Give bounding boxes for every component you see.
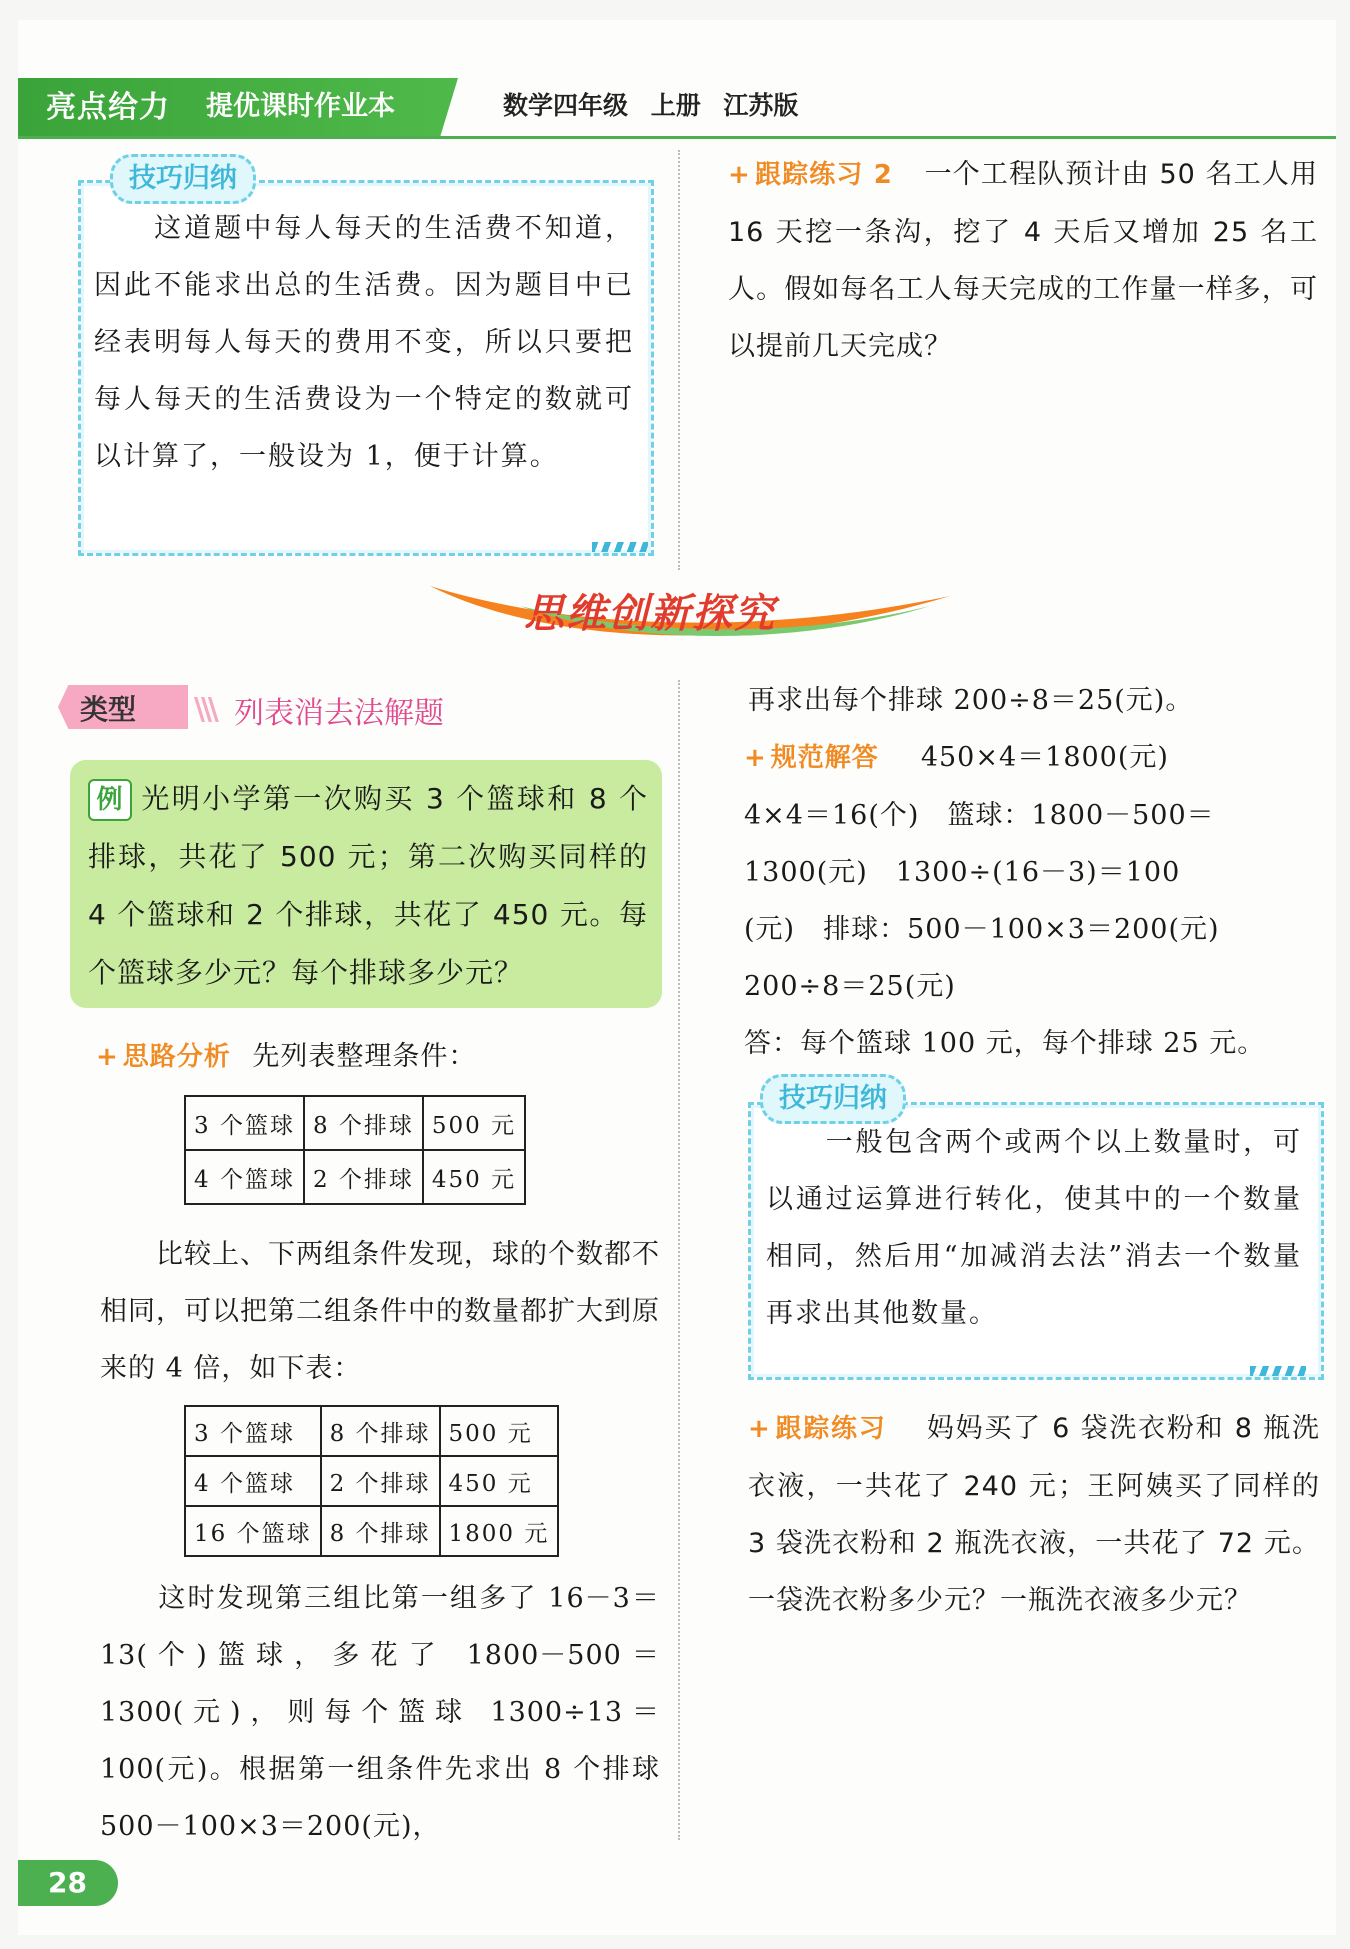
standard-answer — [744, 729, 1324, 1072]
answer-line-3: (元) 排球：500－100×3＝200(元) — [744, 914, 1220, 945]
analysis-para-3: 再求出每个排球 200÷8＝25(元)。 — [748, 685, 1194, 716]
track-practice-2-tag: + 跟踪练习 2 — [728, 160, 893, 190]
type-chip-label: 类型 — [80, 693, 137, 726]
brand-logo: 亮点给力 — [46, 90, 170, 125]
table-cell: 3 个篮球 — [185, 1096, 304, 1150]
table-cell: 4 个篮球 — [185, 1456, 321, 1506]
table-cell: 500 元 — [423, 1096, 525, 1150]
table-row — [185, 1150, 525, 1204]
condition-table-2 — [184, 1405, 559, 1557]
tip-badge-2: 技巧归纳 — [760, 1074, 906, 1124]
section-banner: 思维创新探究 — [524, 591, 776, 637]
table-row — [185, 1506, 558, 1556]
table-cell: 8 个排球 — [321, 1506, 440, 1556]
table-cell: 450 元 — [423, 1150, 525, 1204]
table-cell: 16 个篮球 — [185, 1506, 321, 1556]
type-title: 列表消去法解题 — [234, 696, 444, 731]
page-number: 28 — [18, 1860, 118, 1906]
analysis-para-1: 比较上、下两组条件发现，球的个数都不相同，可以把第二组条件中的数量都扩大到原来的 4 倍，如下表： — [100, 1239, 660, 1384]
tip-badge-1: 技巧归纳 — [110, 154, 256, 204]
table-row — [185, 1456, 558, 1506]
track-practice-tag: + 跟踪练习 — [748, 1414, 887, 1444]
book-info: 数学四年级 上册 江苏版 — [503, 91, 799, 120]
analysis-intro: 先列表整理条件： — [252, 1041, 477, 1072]
workbook-page — [18, 20, 1336, 1935]
track-practice-text: 妈妈买了 6 袋洗衣粉和 8 瓶洗衣液，一共花了 240 元；王阿姨买了同样的 3 袋洗衣粉和 2 瓶洗衣液，一共花了 72 元。一袋洗衣粉多少元？一瓶洗衣液多少元？ — [748, 1413, 1320, 1616]
table-cell: 2 个排球 — [304, 1150, 423, 1204]
header-rule — [18, 136, 1336, 139]
answer-line-0: + 规范解答 450×4＝1800(元) — [744, 742, 1169, 773]
table-cell: 3 个篮球 — [185, 1406, 321, 1456]
analysis-heading — [96, 1028, 676, 1086]
track-practice — [748, 1400, 1320, 1629]
answer-line-1: 4×4＝16(个) 篮球：1800－500＝ — [744, 800, 1215, 831]
table-row — [185, 1406, 558, 1456]
answer-line-4: 200÷8＝25(元) — [744, 971, 956, 1002]
example-text — [88, 770, 648, 1002]
type-slash-decoration: \\\ — [194, 692, 215, 727]
answer-tag: + 规范解答 — [744, 743, 879, 773]
example-question: 光明小学第一次购买 3 个篮球和 8 个排球，共花了 500 元；第二次购买同样的 4 个篮球和 2 个排球，共花了 450 元。每个篮球多少元？每个排球多少元？ — [88, 782, 648, 989]
tip-stripes-1 — [592, 542, 648, 552]
track-practice-2 — [728, 146, 1318, 375]
table-row — [185, 1096, 525, 1150]
column-divider-bottom — [678, 680, 680, 1840]
tip-text-2: 一般包含两个或两个以上数量时，可以通过运算进行转化，使其中的一个数量相同，然后用“加减消去法”消去一个数量再求出其他数量。 — [766, 1127, 1302, 1329]
table-cell: 2 个排球 — [321, 1456, 440, 1506]
table-cell: 500 元 — [440, 1406, 559, 1456]
condition-table-1 — [184, 1095, 526, 1205]
analysis-para-2: 这时发现第三组比第一组多了 16－3＝13(个)篮球，多花了 1800－500＝1300(元)，则每个篮球 1300÷13＝100(元)。根据第一组条件先求出 8 个排球 500－100×3＝200(元)， — [100, 1583, 660, 1842]
tip-stripes-2 — [1250, 1366, 1306, 1376]
table-cell: 450 元 — [440, 1456, 559, 1506]
table-cell: 8 个排球 — [321, 1406, 440, 1456]
track-practice-2-text: 一个工程队预计由 50 名工人用 16 天挖一条沟，挖了 4 天后又增加 25 名工人。假如每名工人每天完成的工作量一样多，可以提前几天完成？ — [728, 159, 1318, 362]
tip-text-1: 这道题中每人每天的生活费不知道，因此不能求出总的生活费。因为题目中已经表明每人每天的费用不变，所以只要把每人每天的生活费设为一个特定的数就可以计算了，一般设为 1，便于计算。 — [94, 213, 634, 472]
column-divider-top — [678, 150, 680, 570]
table-cell: 1800 元 — [440, 1506, 559, 1556]
series-title: 提优课时作业本 — [206, 91, 395, 122]
table-cell: 4 个篮球 — [185, 1150, 304, 1204]
answer-line-2: 1300(元) 1300÷(16－3)＝100 — [744, 857, 1181, 888]
table-cell: 8 个排球 — [304, 1096, 423, 1150]
example-label: 例 — [88, 779, 132, 821]
answer-line-5: 答：每个篮球 100 元，每个排球 25 元。 — [744, 1028, 1266, 1059]
analysis-tag: + 思路分析 — [96, 1042, 231, 1072]
